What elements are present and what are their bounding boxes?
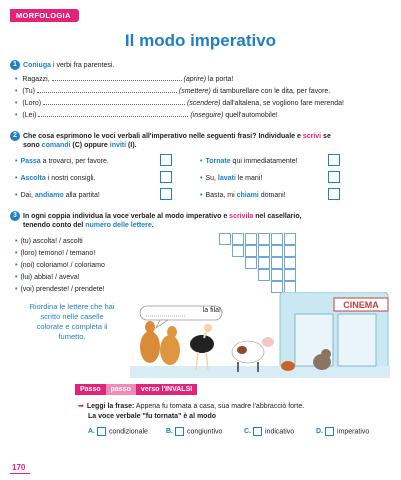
crossword-cell[interactable] (284, 245, 296, 257)
answer-line[interactable] (52, 75, 182, 81)
crossword-cell[interactable] (258, 269, 270, 281)
crossword-cell[interactable] (232, 245, 244, 257)
answer-line[interactable] (38, 111, 188, 117)
exercise-3-instruction: 3 In ogni coppia individua la voce verbale al modo imperativo e scrivila nel casellario, tenendo conto del numero delle lettere. (10, 211, 380, 230)
ex1-item-3: • (Loro) (scendere) dall'altalena, se vogliono fare merenda! (15, 99, 344, 108)
crossword-cell[interactable] (245, 245, 257, 257)
option-c[interactable]: C. indicativo (244, 428, 295, 436)
crossword-cell[interactable] (232, 233, 244, 245)
exercise-number-1: 1 (10, 60, 20, 70)
answer-box[interactable] (160, 171, 172, 183)
checkbox[interactable] (175, 427, 184, 436)
checkbox[interactable] (325, 427, 334, 436)
cinema-sign-text: CINEMA (343, 300, 379, 310)
ex1-item-2: • (Tu) (smettere) di tamburellare con le dita, per favore. (15, 87, 330, 96)
crossword-cell[interactable] (271, 245, 283, 257)
answer-box[interactable] (328, 171, 340, 183)
cinema-illustration (130, 292, 390, 380)
crossword-cell[interactable] (258, 257, 270, 269)
exercise-number-3: 3 (10, 211, 20, 221)
ex2-left-item-2: • Ascolta i nostri consigli. (15, 174, 96, 183)
strip-passo-1: Passo (75, 384, 106, 395)
ex3-pair-1: • (tu) ascolta! / ascolti (15, 237, 83, 246)
checkbox[interactable] (97, 427, 106, 436)
page-title: Il modo imperativo (124, 31, 277, 50)
answer-box[interactable] (328, 188, 340, 200)
ex2-left-item-1: • Passa a trovarci, per favore. (15, 157, 109, 166)
page-number: 170 (12, 463, 26, 472)
crossword-cell[interactable] (271, 233, 283, 245)
answer-box[interactable] (160, 188, 172, 200)
ex3-pair-3: • (noi) coloriamo! / coloriamo (15, 261, 105, 270)
ex3-pair-2: • (loro) temono! / temano! (15, 249, 95, 258)
ex3-pair-5: • (voi) prendeste! / prendete! (15, 285, 105, 294)
answer-line[interactable] (37, 87, 177, 93)
ex2-right-item-2: • Su, lavati le mani! (200, 174, 262, 183)
ex2-right-item-1: • Tornate qui immediatamente! (200, 157, 298, 166)
ex1-item-4: • (Lei) (inseguire) quell'automobile! (15, 111, 278, 120)
page-number-underline (10, 473, 30, 474)
riordina-instruction: Riordina le lettere che hai scritto nelle caselle colorate e completa il fumetto. (29, 302, 115, 341)
section-tag: MORFOLOGIA (10, 9, 79, 22)
option-a[interactable]: A. condizionale (88, 428, 148, 436)
crossword-cell[interactable] (271, 257, 283, 269)
crossword-cell[interactable] (245, 257, 257, 269)
instruction-verb: Coniuga (23, 61, 51, 69)
answer-box[interactable] (328, 154, 340, 166)
ex3-pair-4: • (lui) abbia! / aveva! (15, 273, 80, 282)
option-d[interactable]: D. imperativo (316, 428, 370, 436)
invalsi-strip (75, 384, 197, 395)
crossword-cell[interactable] (271, 269, 283, 281)
arrow-icon: ➡ (78, 403, 84, 410)
crossword-cell[interactable] (245, 233, 257, 245)
crossword-cell[interactable] (258, 245, 270, 257)
crossword-cell[interactable] (284, 233, 296, 245)
ex2-left-item-3: • Dai, andiamo alla partita! (15, 191, 100, 200)
exercise-number-2: 2 (10, 131, 20, 141)
ex2-right-item-3: • Basta, mi chiami domani! (200, 191, 286, 200)
answer-box[interactable] (160, 154, 172, 166)
instruction-text: i verbi fra parentesi. (51, 61, 115, 69)
checkbox[interactable] (253, 427, 262, 436)
crossword-cell[interactable] (284, 257, 296, 269)
crossword-cell[interactable] (219, 233, 231, 245)
crossword-cell[interactable] (258, 233, 270, 245)
crossword-cell[interactable] (284, 269, 296, 281)
strip-verso: verso l'INVALSI (136, 384, 197, 395)
ex1-item-1: • Ragazzi, (aprire) la porta! (15, 75, 233, 84)
exercise-2-instruction: 2 Che cosa esprimono le voci verbali all'imperativo nelle seguenti frasi? Individuale e scrivi se sono comandi (C) oppure inviti (I). (10, 131, 380, 150)
answer-line[interactable] (43, 99, 185, 105)
strip-passo-2: passo (106, 384, 136, 395)
option-b[interactable]: B. congiuntivo (166, 428, 223, 436)
exercise-1-instruction (10, 60, 380, 70)
invalsi-question: ➡ Leggi la frase: Appena fu tornata a casa, sua madre l'abbracciò forte. La voce verbale "fu tornata" è al modo (78, 403, 305, 420)
speech-bubble-text: la fila! (202, 307, 221, 314)
